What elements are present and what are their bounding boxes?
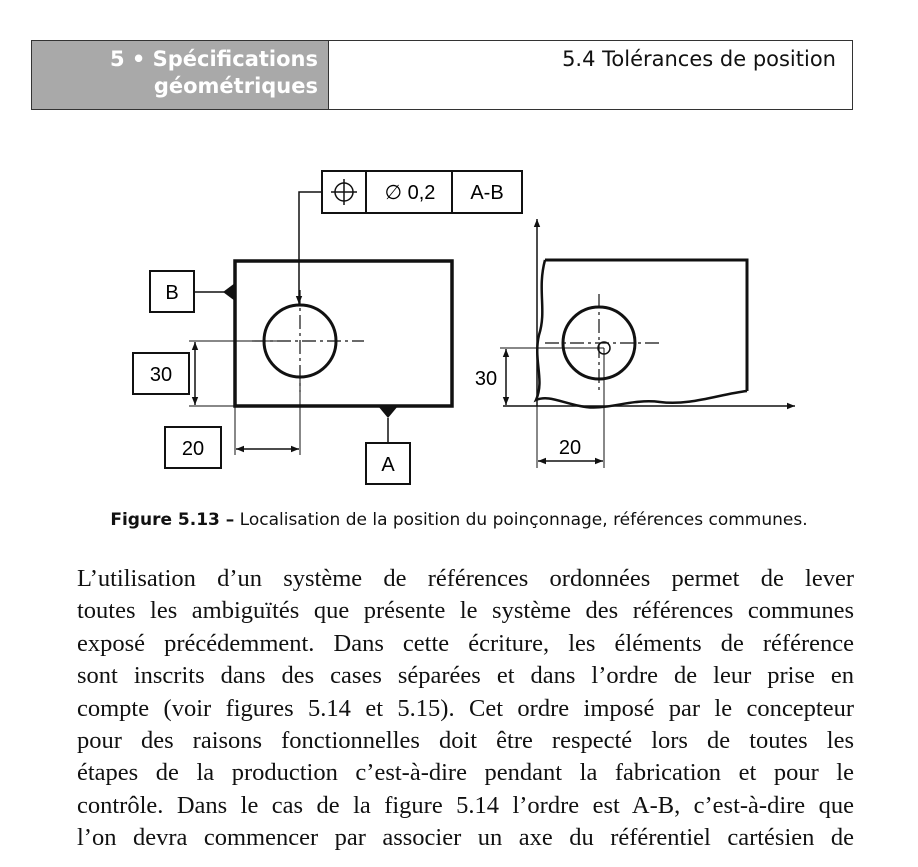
paragraph-line: l’on devra commencer par associer un axe du référentiel cartésien de [77, 824, 854, 852]
datum-a-symbol [366, 406, 410, 484]
paragraph-line: sont inscrits dans des cases séparées et dans l’ordre de leur prise en [77, 662, 854, 690]
datum-b-symbol [150, 271, 235, 312]
dimension-label-20-right: 20 [558, 437, 582, 459]
paragraph-line: étapes de la production c’est-à-dire pendant la fabrication et pour le [77, 759, 854, 787]
dimension-label-20: 20 [181, 438, 205, 460]
feature-control-frame [322, 171, 522, 213]
datum-b-label: B [165, 282, 179, 304]
caption-text: Localisation de la position du poinçonnage, références communes. [234, 510, 808, 530]
paragraph-line: exposé précédemment. Dans cette écriture, les éléments de référence [77, 629, 854, 657]
leader-line [299, 192, 322, 304]
section-title: 5.4 Tolérances de position [562, 47, 836, 71]
paragraph-line: contrôle. Dans le cas de la figure 5.14 l’ordre est A-B, c’est-à-dire que [77, 791, 854, 819]
chapter-title-line2: géométriques [153, 74, 318, 98]
figure-caption [0, 510, 918, 530]
paragraph-line: L’utilisation d’un système de références ordonnées permet de lever [77, 565, 854, 592]
tolerance-value: ∅ 0,2 [384, 182, 436, 204]
dimension-label-30: 30 [149, 364, 173, 386]
caption-label: Figure 5.13 – [110, 510, 235, 530]
page-header [31, 40, 853, 110]
datum-reference: A-B [470, 182, 504, 204]
chapter-title-line1: 5 • Spécifications [109, 47, 318, 71]
datum-a-label: A [381, 454, 395, 476]
plate-actual-contour [536, 260, 747, 408]
dimension-label-30-right: 30 [474, 368, 498, 390]
body-paragraph [77, 563, 854, 855]
plate-outline [235, 261, 452, 406]
paragraph-line: toutes les ambiguïtés que présente le système des références communes [77, 597, 854, 625]
technical-drawing [0, 160, 918, 500]
chapter-title [32, 41, 329, 109]
paragraph-line: pour des raisons fonctionnelles doit être respecté lors de toutes les [77, 727, 854, 755]
paragraph-line: compte (voir figures 5.14 et 5.15). Cet ordre imposé par le concepteur [77, 694, 854, 722]
